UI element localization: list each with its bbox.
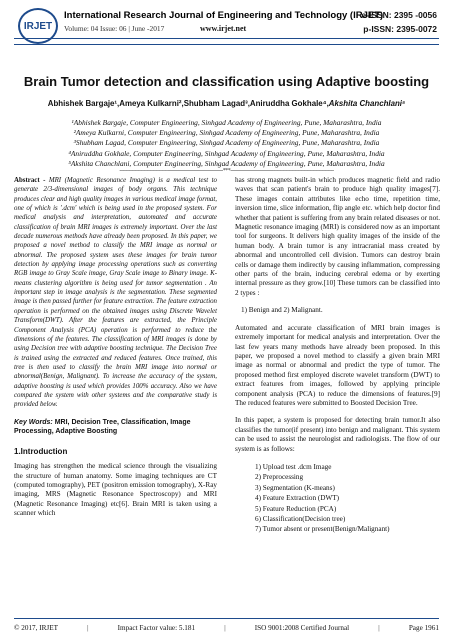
journal-logo: IRJET — [18, 8, 58, 44]
list-item: 5) Feature Reduction (PCA) — [255, 504, 337, 513]
system-flow-list — [235, 462, 440, 535]
keywords-text: MRI, Decision Tree, Classification, Image Processing, Adaptive Boosting — [14, 418, 191, 435]
body-paragraph: has strong magnets built-in which produces magnetic field and radio waves that scan patient's brain to produce high quality images[7]. These images contain attributes like echo time, repetition time, inversion time, slice information, flip angle etc. which help doctor find whether that patient is suffering from any brain related diseases or not. Magnetic resonance imaging (MRI) is considered now as an important tool for surgeons. It delivers high quality images of the inside of the human body. A brain tumor is any intracranial mass created by abnormal and uncontrolled cell division. Tumors can destroy brain cells or damage them indirectly by causing inflammation, compressing other parts of the brain, inducing cerebral edema or by exerting internal pressure as they grow.[10] These tumors can be classified into 2 types : — [235, 176, 440, 297]
eissn: e-ISSN: 2395 -0056 — [361, 10, 437, 20]
pissn: p-ISSN: 2395-0072 — [363, 24, 437, 34]
header-rule — [14, 38, 439, 39]
affiliation: ⁴Aniruddha Gokhale, Computer Engineering, Sinhgad Academy of Engineering, Pune, Maharashtra, India — [68, 148, 385, 158]
paper-title: Brain Tumor detection and classification using Adaptive boosting — [23, 74, 430, 89]
authors: Abhishek Bargaje¹,Ameya Kulkarni²,Shubham Lagad³,Aniruddha Gokhale⁴, — [47, 99, 329, 108]
keywords — [14, 418, 217, 437]
list-item: 7) Tumor absent or present(Benign/Malignant) — [255, 525, 390, 534]
page-footer — [14, 624, 439, 632]
intro-paragraph: Imaging has strengthen the medical science through the visualizing the structure of human anatomy. Some imaging techniques are CT (computed tomography), PET (positron emission tomography), X-Ray imaging, MRS (Magnetic Resonance Spectroscopy) and MRI (Magnetic Resonance Imaging) etc[6]. Brain MRI is taken using a scanner which — [14, 462, 217, 518]
list-item: 3) Segmentation (K-means) — [255, 483, 335, 492]
footer-impact: Impact Factor value: 5.181 — [117, 624, 196, 632]
abstract-text: MRI (Magnetic Resonance Imaging) is a medical test to generate 2/3-dimensional images of body organs. This technique produces clear and high quality images in various medical image format, one of which is '.dcm' which is being used in the proposed system. For medical analysis and interpretation, automated and accurate classification of brain MRI images is extremely important. Over the last decade numerous methods have already been proposed. In this paper, we proposed a novel method to classify the MRI image as normal or abnormal. The proposed system uses these images for brain tumor detection by applying image processing operations such as converting RGB image to Gray Scale image, Gray Scale image to Binary image. K-means clustering algorithm is being used for tumor segmentation . An important step in image analysis is the segmentation. These segmented image is then passed further for feature extraction. The feature extraction operation is performed on the obtained images using Discrete Wavelet Transform(DWT). After the features are extracted, the Principle Component Analysis (PCA) operation is performed to reduce the dimensions of the features. The classification of MRI images is done by using Decision tree with adaptive boosting technique. The Decision Tree is trained using the extracted and reduced features. Once trained, this tree is then used to classify the brain MRI image into normal or abnormal(Benign, Malignant). To increase the accuracy of the system, adaptive boosting is used which provides 100% accuracy. Also we have compared the system with other systems and the comparative study is provided below. — [14, 177, 217, 409]
footer-separator: | — [378, 624, 380, 632]
body-paragraph: Automated and accurate classification of MRI brain images is extremely important for medical analysis and interpretation. Over the last few years many methods have already been proposed. In this paper, we proposed a novel method to classify a given brain MRI image as normal or abnormal and predict the type of tumor. The proposed method first employed discrete wavelet transform (DWT) to extract features from images, followed by applying principle component analysis (PCA) to reduce the dimensions of features.[9] The reduced features were submitted to Boosted Decision Tree. — [235, 323, 440, 407]
abstract-label: Abstract - — [14, 177, 49, 184]
abstract — [14, 176, 217, 410]
list-item: 2) Preprocessing — [255, 473, 304, 482]
author-last: Akshita Chanchlani⁵ — [328, 99, 406, 108]
affiliation: ²Ameya Kulkarni, Computer Engineering, Sinhgad Academy of Engineering, Pune, Maharashtra, India — [73, 128, 380, 138]
affiliation: ¹Abhishek Bargaje, Computer Engineering, Sinhgad Academy of Engineering, Pune, Maharashtra, India — [71, 118, 382, 127]
affiliation: ³Shubham Lagad, Computer Engineering, Sinhgad Academy of Engineering, Pune, Maharashtra, India — [73, 138, 380, 148]
body-paragraph: In this paper, a system is proposed for detecting brain tumor.It also classifies the tumor(if present) into benign and malignant. This system can be used to assist the neurologist and radiologists. The flow of our system is as follows: — [235, 416, 440, 453]
header-rule-2 — [14, 44, 439, 45]
section-separator: ---------------------------------------------------------------------***--------------------------------------------------------------------- — [119, 168, 334, 174]
footer-iso: ISO 9001:2008 Certified Journal — [254, 624, 350, 632]
author-line — [10, 99, 443, 108]
tumor-types: 1) Benign and 2) Malignant. — [241, 306, 323, 315]
footer-rule — [14, 618, 439, 619]
intro-heading: 1.Introduction — [14, 447, 68, 457]
left-column — [14, 176, 217, 519]
volume-line: Volume: 04 Issue: 06 | June -2017 — [64, 24, 165, 33]
affiliation: ⁵Akshita Chanchlani, Computer Engineering, Sinhgad Academy of Engineering, Pune, Maharashtra, India — [68, 158, 385, 168]
list-item: 6) Classification(Decision tree) — [255, 515, 346, 523]
journal-title: International Research Journal of Engineering and Technology (IRJET) — [64, 10, 384, 21]
journal-header — [0, 0, 453, 50]
affiliations — [0, 118, 453, 169]
list-item: 1) Upload test .dcm Image — [255, 462, 332, 471]
footer-copyright: © 2017, IRJET — [14, 624, 58, 632]
list-item: 4) Feature Extraction (DWT) — [255, 494, 340, 503]
footer-separator: | — [87, 624, 89, 632]
keywords-label: Key Words: — [14, 418, 53, 426]
footer-page: Page 1961 — [408, 624, 439, 632]
right-column — [235, 176, 440, 535]
footer-separator: | — [224, 624, 226, 632]
journal-url[interactable]: www.irjet.net — [200, 24, 247, 33]
